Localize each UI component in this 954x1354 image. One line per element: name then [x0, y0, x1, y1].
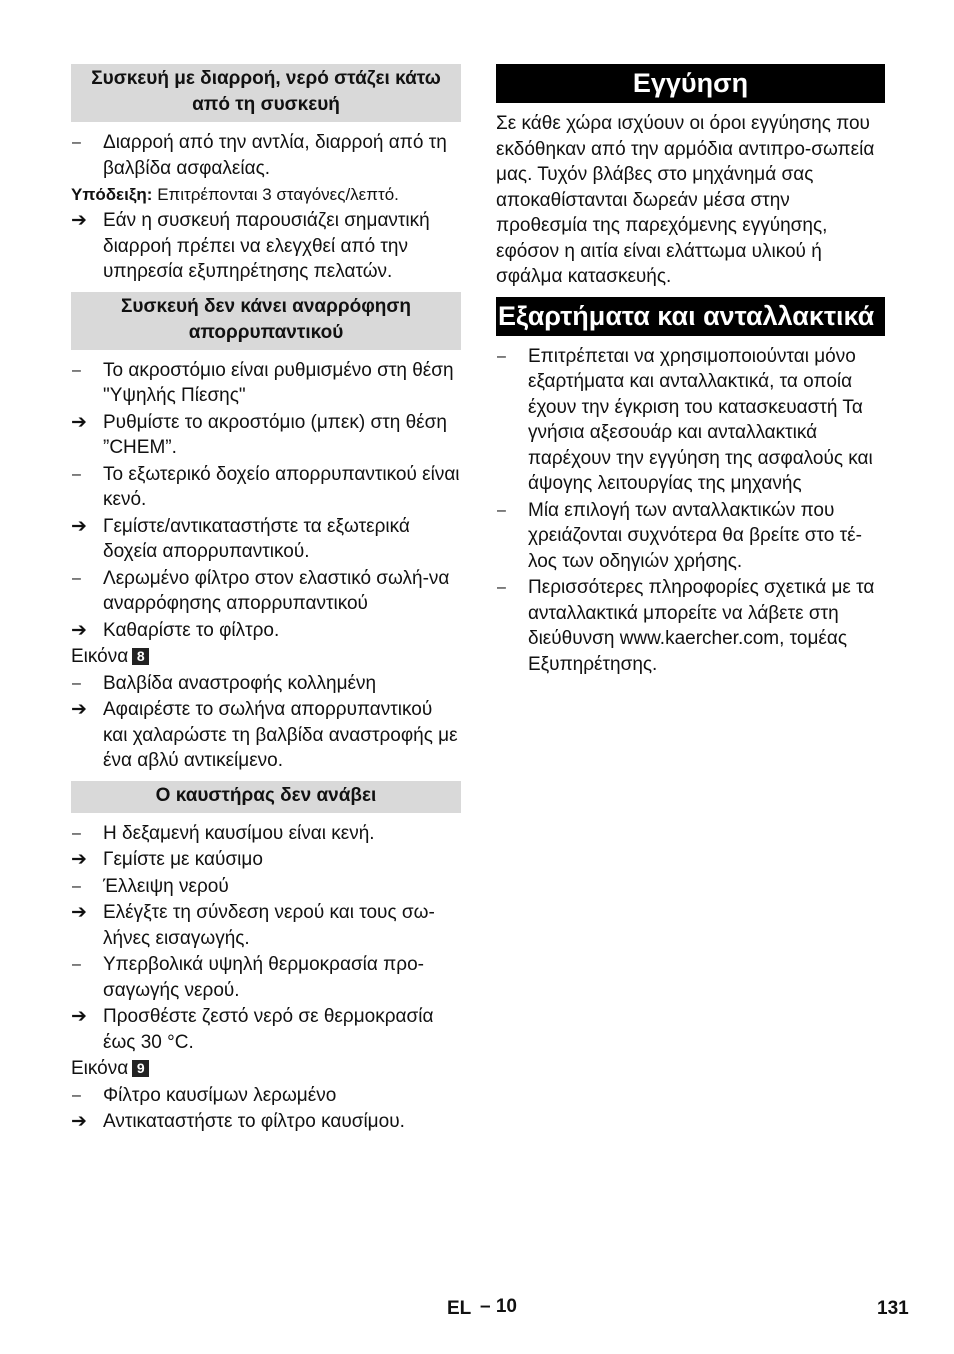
dash-icon: – — [72, 674, 81, 692]
dash-icon: – — [72, 877, 81, 895]
footer-local-page: – 10 — [480, 1296, 517, 1317]
dash-icon: – — [72, 569, 81, 587]
right-column — [496, 64, 885, 678]
dash-icon: – — [72, 134, 81, 151]
list-item: – Περισσότερες πληροφορίες σχετικά με τα ανταλλακτικά μπορείτε να λάβετε στη διεύθυνση www.kaercher.com, τομέας Εξυπηρέτησης. — [497, 577, 875, 675]
arrow-right-icon: ➔ — [71, 210, 87, 231]
dash-icon: – — [72, 465, 81, 483]
list-item: ➔ Γεμίστε με καύσιμο — [71, 847, 461, 873]
list-item: ➔ Ρυθμίστε το ακροστόμιο (μπεκ) στη θέση ”CHEM”. — [71, 411, 447, 458]
dash-icon: – — [72, 1086, 81, 1104]
arrow-right-icon: ➔ — [71, 902, 87, 923]
section-heading-burner: Ο καυστήρας δεν ανάβει — [71, 781, 461, 813]
dash-icon: – — [72, 824, 81, 842]
dash-icon: – — [72, 956, 81, 973]
figure-reference: Εικόνα 8 — [71, 644, 461, 670]
arrow-right-icon: ➔ — [71, 515, 87, 537]
list-item: – Το ακροστόμιο είναι ρυθμισμένο στη θέση "Υψηλής Πίεσης" — [72, 359, 454, 406]
note-text: Επιτρέπονται 3 σταγόνες/λεπτό. — [152, 185, 399, 204]
list-item: – Διαρροή από την αντλία, διαρροή από τη βαλβίδα ασφαλείας. — [72, 132, 447, 179]
left-column — [71, 64, 461, 1136]
dash-icon: – — [497, 501, 506, 519]
list-item: – Το εξωτερικό δοχείο απορρυπαντικού είναι κενό. — [72, 463, 460, 510]
list-item: – Υπερβολικά υψηλή θερμοκρασία προ-σαγωγής νερού. — [72, 954, 424, 1001]
footer-language: EL — [447, 1298, 472, 1319]
figure-reference: Εικόνα 9 — [71, 1056, 461, 1082]
list-item: ➔ Αφαιρέστε το σωλήνα απορρυπαντικού και χαλαρώστε τη βαλβίδα αναστροφής με ένα αβλύ αντικείμενο. — [71, 699, 458, 771]
dash-icon: – — [72, 361, 81, 379]
warranty-text: Σε κάθε χώρα ισχύουν οι όροι εγγύησης που εκδόθηκαν από την αρμόδια αντιπρο-σωπεία μας. Τυχόν βλάβες στο μηχάνημά σας αποκαθίστανται δωρεάν μέσα στην προθεσμία της παρεχόμενης εγγύησης, εφόσον η αιτία είναι ελάττωμα υλικού ή σφάλμα κατασκευής. — [496, 113, 875, 287]
section1-list — [71, 130, 461, 181]
arrow-right-icon: ➔ — [71, 1111, 87, 1132]
section2-list — [71, 358, 461, 644]
arrow-right-icon: ➔ — [71, 849, 87, 870]
list-item: ➔ Γεμίστε/αντικαταστήστε τα εξωτερικά δοχεία απορρυπαντικού. — [71, 515, 410, 562]
figure-number-badge: 9 — [132, 1060, 149, 1077]
list-item: ➔ Καθαρίστε το φίλτρο. — [71, 618, 461, 644]
parts-list — [496, 344, 885, 678]
section-heading-detergent: Συσκευή δεν κάνει αναρρόφηση απορρυπαντικού — [71, 292, 461, 350]
list-item: – Φίλτρο καυσίμων λερωμένο — [71, 1083, 461, 1109]
list-item: – Βαλβίδα αναστροφής κολλημένη — [71, 671, 461, 697]
list-item: ➔ Προσθέστε ζεστό νερό σε θερμοκρασία έως 30 °C. — [71, 1006, 434, 1053]
section-heading-leak: Συσκευή με διαρροή, νερό στάζει κάτω από τη συσκευή — [71, 64, 461, 122]
arrow-right-icon: ➔ — [71, 1006, 87, 1027]
note — [71, 182, 461, 207]
arrow-right-icon: ➔ — [71, 699, 87, 720]
footer-page-number: 131 — [877, 1298, 909, 1319]
list-item: – Η δεξαμενή καυσίμου είναι κενή. — [71, 821, 461, 847]
list-item: – Μία επιλογή των ανταλλακτικών που χρειάζονται συχνότερα θα βρείτε στο τέ-λος των οδηγιών χρήσης. — [497, 499, 862, 572]
figure-number-badge: 8 — [132, 648, 149, 665]
arrow-right-icon: ➔ — [71, 619, 87, 641]
section3-list — [71, 821, 461, 1056]
dash-icon: – — [497, 347, 506, 365]
heading-parts: Εξαρτήματα και ανταλλακτικά — [496, 297, 885, 336]
list-item: ➔ Αντικαταστήστε το φίλτρο καυσίμου. — [71, 1109, 461, 1135]
note-label: Υπόδειξη: — [71, 185, 153, 204]
list-item: – Επιτρέπεται να χρησιμοποιούνται μόνο εξαρτήματα και ανταλλακτικά, τα οποία έχουν την έγκριση του κατασκευαστή Τα γνήσια αξεσουάρ και ανταλλακτικά παρέχουν την εγγύηση της ασφαλούς και άψογης λειτουργίας της μηχανής — [497, 345, 873, 494]
arrow-right-icon: ➔ — [71, 411, 87, 433]
list-item: – Λερωμένο φίλτρο στον ελαστικό σωλή-να αναρρόφησης απορρυπαντικού — [72, 567, 450, 614]
list-item: – Έλλειψη νερού — [71, 874, 461, 900]
list-item: ➔ Εάν η συσκευή παρουσιάζει σημαντική διαρροή πρέπει να ελεγχθεί από την υπηρεσία εξυπηρέτησης πελατών. — [71, 210, 430, 282]
heading-warranty: Εγγύηση — [496, 64, 885, 103]
dash-icon: – — [497, 579, 506, 596]
list-item: ➔ Ελέγξτε τη σύνδεση νερού και τους σω-λήνες εισαγωγής. — [71, 902, 435, 949]
